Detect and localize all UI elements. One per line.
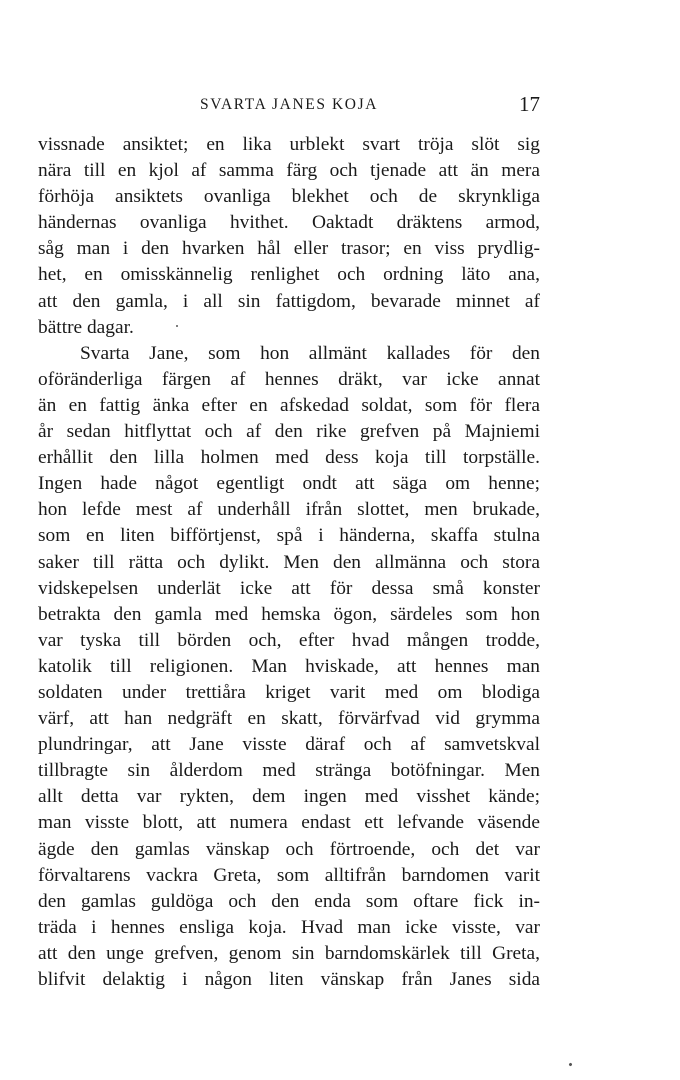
text-line: erhållit den lilla holmen med dess koja till torpställe.: [38, 447, 540, 469]
text-line: att den gamla, i all sin fattigdom, bevarade minnet af: [38, 290, 540, 312]
text-line: oföränderliga färgen af hennes dräkt, var icke annat: [38, 368, 540, 390]
text-line: hon lefde mest af underhåll ifrån slottet, men brukade,: [38, 499, 540, 521]
running-header: [38, 92, 540, 118]
paragraph-2: [38, 341, 540, 993]
text-line: den gamlas guldöga och den enda som oftare fick in-: [38, 890, 540, 912]
running-title: SVARTA JANES KOJA: [199, 96, 379, 113]
text-line: Svarta Jane, som hon allmänt kallades för den: [80, 342, 540, 364]
scan-speck: [568, 1062, 572, 1066]
paragraph-1: [38, 132, 540, 341]
text-line: händernas ovanliga hvithet. Oaktadt dräktens armod,: [38, 212, 540, 234]
text-line: såg man i den hvarken hål eller trasor; en viss prydlig-: [38, 238, 540, 260]
text-line: soldaten under trettiåra kriget varit med om blodiga: [38, 681, 540, 703]
text-line: värf, att han nedgräft en skatt, förvärfvad vid grymma: [38, 708, 540, 730]
text-line: man visste blott, att numera endast ett lefvande väsende: [38, 812, 540, 834]
text-line: ägde den gamlas vänskap och förtroende, och det var: [38, 838, 540, 860]
text-line: blifvit delaktig i någon liten vänskap från Janes sida: [38, 969, 540, 990]
text-line: betrakta den gamla med hemska ögon, särdeles som hon: [38, 603, 540, 625]
scan-speck: [176, 325, 178, 327]
text-line: Ingen hade något egentligt ondt att säga om henne;: [38, 473, 540, 495]
text-line: allt detta var rykten, dem ingen med visshet kände;: [38, 786, 540, 808]
text-line: att den unge grefven, genom sin barndomskärlek till Greta,: [38, 942, 540, 964]
text-line: som en liten bifförtjenst, spå i händerna, skaffa stulna: [38, 525, 540, 547]
text-line: nära till en kjol af samma färg och tjenade att än mera: [38, 160, 540, 182]
page-number: 17: [519, 92, 540, 116]
text-line: träda i hennes ensliga koja. Hvad man icke visste, var: [38, 916, 540, 938]
text-line: vissnade ansiktet; en lika urblekt svart tröja slöt sig: [38, 134, 540, 155]
text-line: förhöja ansiktets ovanliga blekhet och de skrynkliga: [38, 186, 540, 208]
text-line: var tyska till börden och, efter hvad mången trodde,: [38, 629, 540, 651]
text-line: förvaltarens vackra Greta, som alltifrån barndomen varit: [38, 864, 540, 886]
text-line: år sedan hitflyttat och af den rike grefven på Majniemi: [38, 421, 540, 443]
text-line: saker till rätta och dylikt. Men den allmänna och stora: [38, 551, 540, 573]
text-line: vidskepelsen underlät icke att för dessa små konster: [38, 577, 540, 599]
text-line: plundringar, att Jane visste däraf och af samvetskval: [38, 734, 540, 756]
text-line: bättre dagar.: [38, 316, 134, 338]
body-text: [38, 132, 540, 993]
text-line: katolik till religionen. Man hviskade, att hennes man: [38, 655, 540, 677]
text-line: tillbragte sin ålderdom med stränga botöfningar. Men: [38, 760, 540, 782]
text-line: het, en omisskännelig renlighet och ordning läto ana,: [38, 264, 540, 286]
text-line: än en fattig änka efter en afskedad soldat, som för flera: [38, 394, 540, 416]
